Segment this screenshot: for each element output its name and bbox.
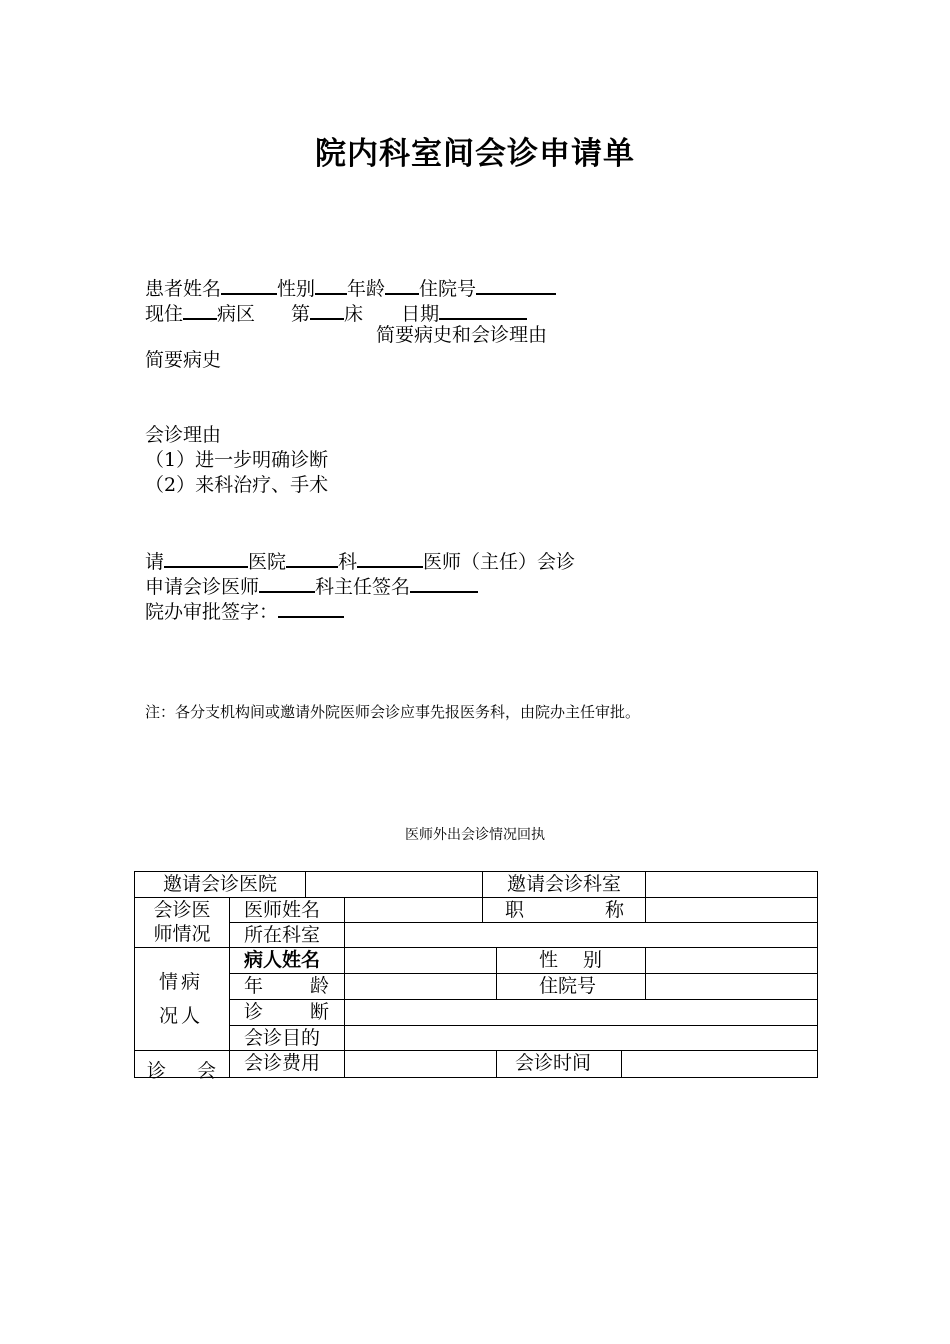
bottom-label	[135, 1050, 229, 1082]
bottom-label-a: 诊	[147, 1060, 167, 1082]
inviting-hospital-label: 邀请会诊医院	[162, 873, 277, 895]
bottom-label-b: 会	[197, 1060, 217, 1082]
invite-hospital-label: 医院	[248, 551, 287, 573]
time-value[interactable]	[621, 1050, 817, 1077]
title-label-a: 职	[505, 899, 525, 921]
current-label: 现住	[145, 303, 184, 325]
approval-field[interactable]	[278, 597, 344, 618]
title-value[interactable]	[645, 897, 817, 922]
doctor-name-label: 医师姓名	[229, 897, 344, 922]
patient-gender-label	[496, 947, 645, 973]
invite-dept-label: 科	[338, 551, 358, 573]
admission-no-label: 住院号	[419, 278, 477, 300]
history-label: 简要病史	[145, 349, 222, 371]
patient-gender-value[interactable]	[645, 947, 817, 973]
current-field[interactable]	[183, 299, 217, 320]
title-label	[482, 897, 645, 922]
reason-item-1: （1）进一步明确诊断	[145, 449, 329, 471]
bed-field[interactable]	[310, 299, 344, 320]
diagnosis-label-b: 断	[310, 1001, 330, 1023]
invite-dept-field[interactable]	[286, 547, 338, 568]
purpose-label: 会诊目的	[229, 1025, 344, 1050]
inviting-dept-label: 邀请会诊科室	[482, 872, 645, 897]
invite-doctor-label: 医师（主任）会诊	[423, 551, 576, 573]
patient-name-label: 病人姓名	[229, 947, 344, 973]
gender-label: 性别	[277, 278, 316, 300]
applicant-label: 申请会诊医师	[145, 576, 260, 598]
note: 注：各分支机构间或邀请外院医师会诊应事先报医务科，由院办主任审批。	[145, 703, 641, 721]
diagnosis-label-a: 诊	[244, 1001, 264, 1023]
director-sign-field[interactable]	[410, 572, 478, 593]
invite-hospital-field[interactable]	[164, 547, 248, 568]
age-field[interactable]	[385, 274, 419, 295]
patient-admission-no-value[interactable]	[645, 973, 817, 999]
page-title: 院内科室间会诊申请单	[315, 136, 635, 172]
doctor-info-label-a: 会诊医	[135, 897, 229, 922]
bed-prefix: 第	[291, 303, 311, 325]
invite-line	[145, 547, 575, 575]
fee-label: 会诊费用	[229, 1050, 344, 1077]
patient-info-label-b: 况人	[159, 1005, 204, 1027]
inviting-dept-value[interactable]	[645, 872, 817, 897]
admission-no-field[interactable]	[476, 274, 556, 295]
reason-label: 会诊理由	[145, 424, 222, 446]
patient-name-value[interactable]	[344, 947, 496, 973]
bed-label: 床	[344, 303, 364, 325]
receipt-table	[134, 871, 818, 1082]
patient-gender-label-a: 性	[539, 949, 559, 971]
request-line	[145, 572, 478, 600]
patient-info-label-a: 情病	[159, 971, 204, 993]
doctor-dept-value[interactable]	[344, 922, 817, 947]
patient-admission-no-label: 住院号	[496, 973, 645, 999]
applicant-field[interactable]	[259, 572, 315, 593]
approval-label: 院办审批签字：	[145, 601, 279, 623]
time-label: 会诊时间	[496, 1050, 621, 1077]
diagnosis-value[interactable]	[344, 999, 817, 1025]
ward-label: 病区	[217, 303, 256, 325]
invite-please: 请	[145, 551, 165, 573]
reason-item-2: （2）来科治疗、手术	[145, 474, 329, 496]
title-label-b: 称	[605, 899, 625, 921]
fee-value[interactable]	[344, 1050, 496, 1077]
patient-age-label-a: 年	[244, 975, 264, 997]
patient-info-label	[135, 947, 229, 1050]
doctor-info-label-b: 师情况	[153, 923, 211, 945]
history-section-heading: 简要病史和会诊理由	[376, 324, 548, 346]
receipt-title: 医师外出会诊情况回执	[405, 827, 545, 843]
date-field[interactable]	[439, 299, 527, 320]
director-sign-label: 科主任签名	[315, 576, 411, 598]
patient-age-label	[229, 973, 344, 999]
patient-gender-label-b: 别	[583, 949, 603, 971]
doctor-dept-label: 所在科室	[229, 922, 344, 947]
age-label: 年龄	[347, 278, 386, 300]
purpose-value[interactable]	[344, 1025, 817, 1050]
invite-doctor-field[interactable]	[357, 547, 423, 568]
patient-line	[145, 274, 556, 302]
patient-name-field[interactable]	[221, 274, 277, 295]
patient-name-label: 患者姓名	[145, 278, 222, 300]
doctor-name-value[interactable]	[344, 897, 482, 922]
inviting-hospital-value[interactable]	[305, 872, 482, 897]
diagnosis-label	[229, 999, 344, 1025]
gender-field[interactable]	[315, 274, 347, 295]
date-label: 日期	[401, 303, 440, 325]
patient-age-value[interactable]	[344, 973, 496, 999]
patient-age-label-b: 龄	[310, 975, 330, 997]
approval-line	[145, 597, 344, 625]
